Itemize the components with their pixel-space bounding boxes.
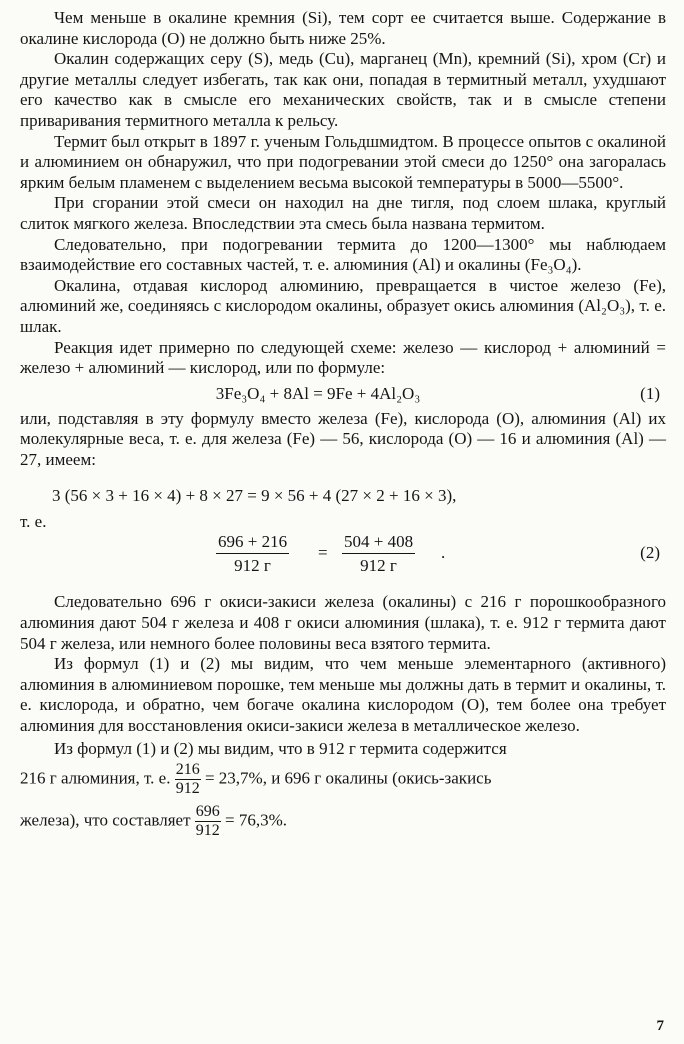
- fraction-denominator: 912: [195, 822, 220, 840]
- equation-1-body: 3Fe₃O₄ + 8Al = 9Fe + 4Al₂O₃: [215, 383, 421, 403]
- paragraph: Реакция идет примерно по следующей схеме: железо — кислород + алюминий = железо + алюминий — кислород, или по формуле:: [20, 337, 666, 378]
- equation-2-left-denominator: 912 г: [234, 556, 271, 576]
- fraction-scale: [195, 803, 221, 840]
- text-fragment: = 76,3%.: [225, 810, 288, 830]
- paragraph: Окалина, отдавая кислород алюминию, превращается в чистое железо (Fe), алюминий же, соединяясь с кислородом окалины, образует окись алюминия (Al₂O₃), т. е. шлак.: [20, 275, 666, 336]
- text-fragment: железа), что составляет: [20, 810, 191, 830]
- paragraph: Термит был открыт в 1897 г. ученым Гольдшмидтом. В процессе опытов с окалиной и алюминием он обнаружил, что при подогревании этой смеси до 1250° она загоралась ярким белым пламенем с выделением весьма высокой температуры в 5000—5500°.: [20, 131, 666, 192]
- equation-2-right-fraction: [342, 532, 415, 576]
- page-number: 7: [656, 1018, 664, 1034]
- equation-2-equals: =: [318, 543, 328, 563]
- fraction-numerator: 696: [195, 803, 220, 821]
- paragraph: При сгорании этой смеси он находил на дне тигля, под слоем шлака, круглый слиток мягкого железа. Впоследствии эта смесь была названа термитом.: [20, 193, 666, 233]
- paragraph-last-line1: Из формул (1) и (2) мы видим, что в 912 г термита содержится: [54, 738, 507, 758]
- text-fragment: 216 г алюминия, т. е.: [20, 768, 171, 788]
- paragraph-last-line3: [20, 803, 666, 839]
- equation-2: [20, 532, 666, 592]
- equation-2-period: .: [441, 543, 446, 563]
- equation-calculation: 3 (56 × 3 + 16 × 4) + 8 × 27 = 9 × 56 + 4 (27 × 2 + 16 × 3),: [52, 486, 457, 506]
- fraction-denominator: 912: [175, 780, 200, 798]
- page-text: [20, 8, 666, 839]
- fraction-aluminium: [175, 761, 201, 798]
- equation-2-left-fraction: [216, 532, 289, 576]
- paragraph: Окалин содержащих серу (S), медь (Cu), марганец (Mn), кремний (Si), хром (Cr) и другие металлы следует избегать, так как они, попадая в термитный металл, ухудшают его качество как в смысле его механических свойств, так и в смысле степени приваривания термитного металла к рельсу.: [20, 49, 666, 130]
- fraction-numerator: 216: [175, 761, 200, 779]
- equation-1: [20, 379, 666, 409]
- paragraph: Из формул (1) и (2) мы видим, что чем меньше элементарного (активного) алюминия в алюминиевом порошке, тем меньше мы должны дать в термит и окалины, т. е. кислорода, и обратно, чем богаче окалина кислородом (О), тем более она требует алюминия для восстановления окиси-закиси железа в металлическое железо.: [20, 654, 666, 736]
- paragraph: Чем меньше в окалине кремния (Si), тем сорт ее считается выше. Содержание в окалине кислорода (О) не должно быть ниже 25%.: [20, 8, 666, 48]
- equation-2-left-numerator: 696 + 216: [216, 532, 289, 554]
- paragraph: Следовательно, при подогревании термита до 1200—1300° мы наблюдаем взаимодействие его составных частей, т. е. алюминия (Al) и окалины (Fe₃O₄).: [20, 234, 666, 275]
- equation-1-number: (1): [640, 383, 660, 403]
- paragraph: или, подставляя в эту формулу вместо железа (Fe), кислорода (О), алюминия (Al) их молекулярные веса, т. е. для железа (Fe) — 56, кислорода (О) — 16 и алюминия (Al) — 27, имеем:: [20, 408, 666, 469]
- paragraph-last-line2: [20, 761, 666, 797]
- text-fragment: = 23,7%, и 696 г окалины (окись-закись: [204, 768, 492, 788]
- paragraph: Следовательно 696 г окиси-закиси железа (окалины) с 216 г порошкообразного алюминия дают 504 г железа и 408 г окиси алюминия (шлака), т. е. 912 г термита дают 504 г железа, или немного более половины веса взятого термита.: [20, 592, 666, 653]
- equation-2-right-numerator: 504 + 408: [342, 532, 415, 554]
- te-label: т. е.: [20, 512, 47, 532]
- equation-2-number: (2): [640, 543, 660, 563]
- equation-2-right-denominator: 912 г: [360, 556, 397, 576]
